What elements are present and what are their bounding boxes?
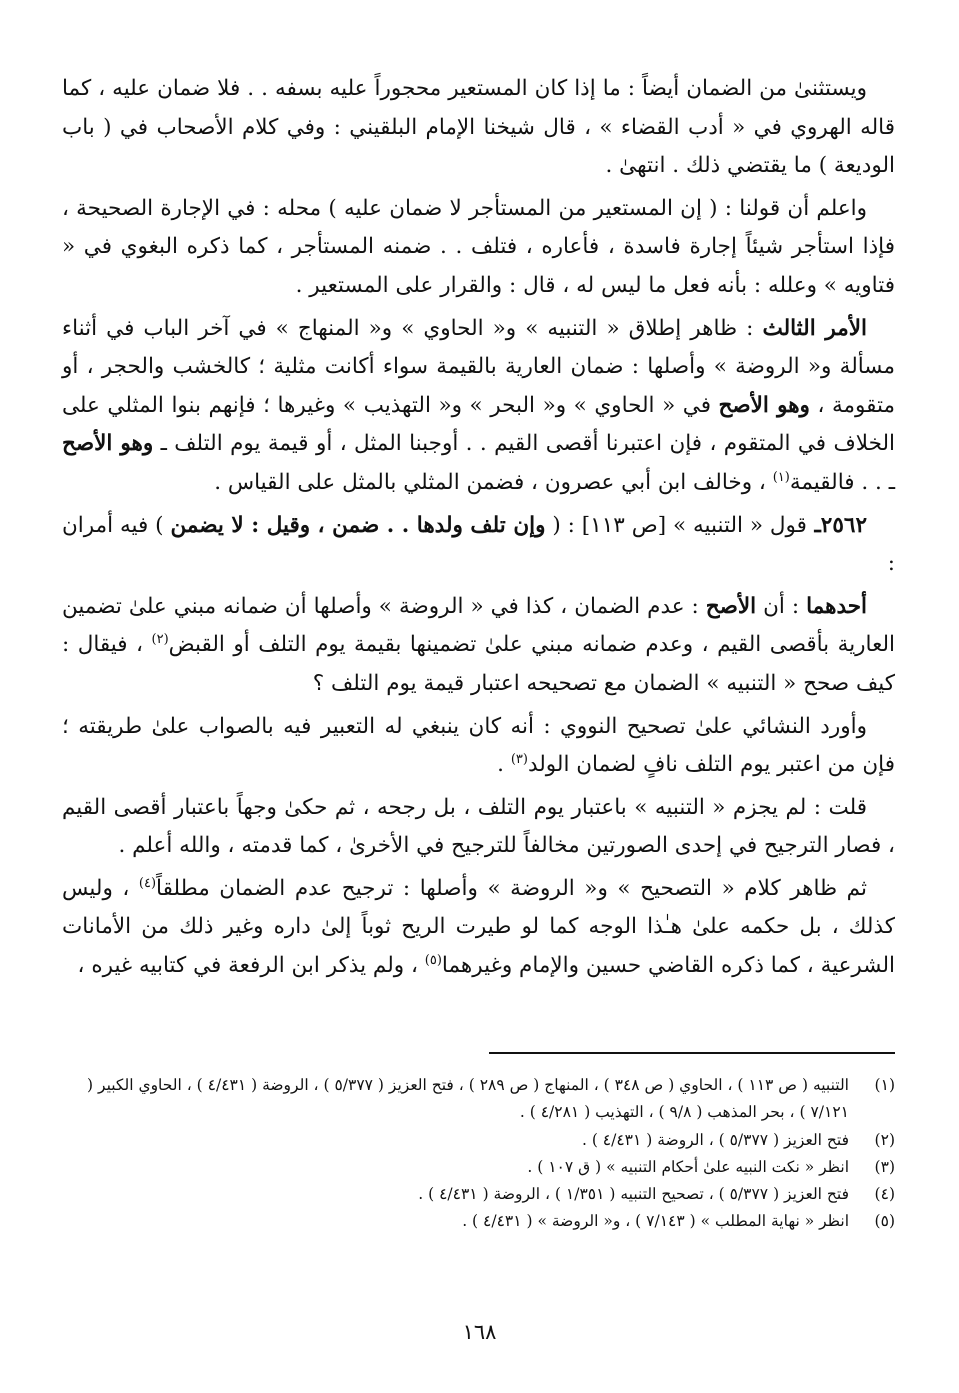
- bold-text-run: وهو الأصح: [62, 431, 154, 457]
- text-run: في « الحاوي » و« البحر » و« التهذيب » وغيرها ؛ فإنهم بنوا المثلي على الخلاف في المتقوم ، فإن اعتبرنا أقصى القيم . . أوجبنا المثل ، أو قيمة يوم التلف ـ: [62, 392, 895, 457]
- footnote-item: [62, 1072, 895, 1127]
- footnote-reference: (٣): [510, 751, 528, 767]
- text-run: ) فيه أمران :: [62, 512, 895, 577]
- footnote-number: (٥): [874, 1212, 895, 1231]
- page-body: [62, 70, 895, 990]
- bold-text-run: وهو الأصح: [718, 392, 810, 418]
- text-run: ويستثنىٰ من الضمان أيضاً : ما إذا كان المستعير محجوراً عليه بسفه . . فلا ضمان عليه ، كما قاله الهروي في « أدب القضاء » ، قال شيخنا الإمام البلقيني : وفي كلام الأصحاب في ( باب الوديعة ) ما يقتضي ذلك . انتهىٰ .: [62, 76, 895, 179]
- text-run: : عدم الضمان ، كذا في « الروضة » وأصلها أن ضمانه مبني علىٰ تضمين العارية بأقصى القيم ، وعدم ضمانه مبني علىٰ تضمينها بقيمة يوم التلف أو القبض: [62, 593, 896, 658]
- text-run: ، ولم يذكر ابن الرفعة في كتابيه غيره ،: [77, 953, 425, 979]
- page-number: ١٦٨: [462, 1320, 497, 1344]
- bold-text-run: الأمر الثالث: [762, 315, 867, 341]
- footnote-item: [62, 1154, 895, 1181]
- footnote-reference: (٥): [424, 952, 442, 968]
- footnote-number: (٤): [874, 1185, 895, 1204]
- main-text: [62, 70, 895, 986]
- text-run: ، فيقال : كيف صحح « التنبيه » الضمان مع تصحيحه اعتبار قيمة يوم التلف ؟: [62, 632, 895, 696]
- footnote-text: فتح العزيز ( ٥/٣٧٧ ) ، الروضة ( ٤/٤٣١ ) .: [581, 1130, 849, 1149]
- text-run: ثم ظاهر كلام « التصحيح » و« الروضة » وأصلها : ترجيح عدم الضمان مطلقاً: [156, 875, 867, 901]
- footnote-text: انظر « نهاية المطلب » ( ٧/١٤٣ ) ، و« الروضة » ( ٤/٤٣١ ) .: [462, 1212, 849, 1231]
- footnote-reference: (٤): [138, 875, 157, 891]
- bold-text-run: وإن تلف ولدها . . ضمن ، وقيل : لا يضمن: [170, 512, 546, 538]
- footnote-item: [62, 1208, 895, 1235]
- footnote-text: التنبيه ( ص ١١٣ ) ، الحاوي ( ص ٣٤٨ ) ، المنهاج ( ص ٢٨٩ ) ، فتح العزيز ( ٥/٣٧٧ ) ، الروضة ( ٤/٤٣١ ) ، الحاوي الكبير ( ٧/١٢١ ) ، بحر المذهب ( ٩/٨ ) ، التهذيب ( ٤/٢٨١ ) .: [87, 1076, 849, 1122]
- footnote-item: [62, 1127, 895, 1154]
- footnote-reference: (١): [772, 469, 790, 485]
- paragraph: [62, 708, 895, 785]
- paragraph: [62, 310, 895, 503]
- text-run: : أن: [756, 593, 807, 619]
- footnote-number: (١): [874, 1076, 895, 1094]
- footnote-number: (٣): [874, 1157, 895, 1176]
- text-run: ـ . . فالقيمة: [789, 469, 895, 495]
- text-run: ، وخالف ابن أبي عصرون ، فضمن المثلي بالمثل على القياس .: [214, 469, 773, 495]
- footnote-text: انظر « نكت النبيه علىٰ أحكام التنبيه » ( ق ١٠٧ ) .: [527, 1157, 849, 1176]
- text-run: وأورد النشائي علىٰ تصحيح النووي : أنه كان ينبغي له التعبير فيه بالصواب علىٰ طريقته ؛ فإن من اعتبر يوم التلف نافٍ لضمان الولد: [62, 713, 895, 778]
- footnote-separator: [489, 1052, 895, 1054]
- bold-text-run: أحدهما: [806, 593, 867, 619]
- bold-text-run: ٢٥٦٢ـ: [806, 512, 867, 538]
- paragraph: [62, 870, 895, 986]
- paragraph: [62, 789, 895, 866]
- bold-text-run: الأصح: [705, 593, 757, 619]
- footnote-item: [62, 1181, 895, 1208]
- text-run: قول « التنبيه » [ص ١١٣] : (: [545, 512, 807, 538]
- text-run: .: [497, 752, 511, 778]
- text-run: قلت : لم يجزم « التنبيه » باعتبار يوم التلف ، بل رجحه ، ثم حكىٰ وجهاً باعتبار أقصى القيم ، فصار الترجيح في إحدى الصورتين مخالفاً للترجيح في الأخرىٰ ، كما قدمته ، والله أعلم .: [62, 794, 895, 859]
- paragraph: [62, 190, 895, 306]
- text-run: : ظاهر إطلاق « التنبيه » و« الحاوي » و« المنهاج » في آخر الباب في أثناء مسألة و« الروضة » وأصلها : ضمان العارية بالقيمة سواء أكانت مثلية ؛ كالخشب والحجر ، أو متقومة ،: [62, 315, 896, 418]
- paragraph: [62, 70, 895, 186]
- paragraph: [62, 507, 895, 584]
- text-run: واعلم أن قولنا : ( إن المستعير من المستأجر لا ضمان عليه ) محله : في الإجارة الصحيحة ، فإذا استأجر شيئاً إجارة فاسدة ، فأعاره ، فتلف . . ضمنه المستأجر ، كما ذكره البغوي في « فتاويه » وعلله : بأنه فعل ما ليس له ، قال : والقرار على المستعير .: [62, 195, 895, 298]
- paragraph: [62, 588, 895, 704]
- text-run: ، وليس كذلك ، بل حكمه علىٰ هـٰذا الوجه كما لو طيرت الريح ثوباً إلىٰ داره وغير ذلك من الأمانات الشرعية ، كما ذكره القاضي حسين والإمام وغيرهما: [62, 875, 895, 979]
- footnotes: [62, 1072, 895, 1236]
- footnote-reference: (٢): [151, 632, 169, 648]
- footnote-text: فتح العزيز ( ٥/٣٧٧ ) ، تصحيح التنبيه ( ١/٣٥١ ) ، الروضة ( ٤/٤٣١ ) .: [418, 1185, 849, 1204]
- footnote-number: (٢): [874, 1130, 895, 1149]
